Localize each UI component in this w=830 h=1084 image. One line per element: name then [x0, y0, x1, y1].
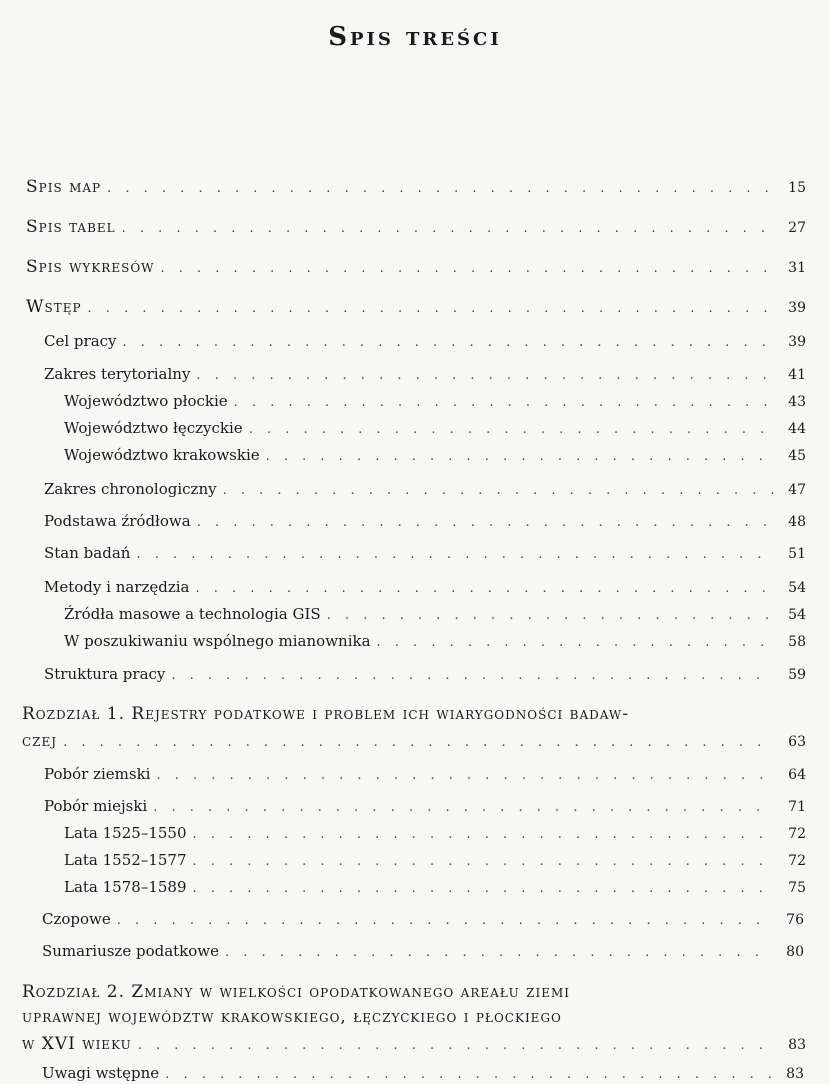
toc-entry-zrodla-masowe[interactable]: [64, 605, 806, 625]
toc-entry-label: Czopowe: [42, 910, 111, 928]
toc-leader-dots: [171, 667, 774, 685]
toc-entry-lata-1525-1550[interactable]: [64, 824, 806, 844]
toc-entry-sumariusze-podatkowe[interactable]: [42, 942, 804, 962]
toc-page-number: 15: [788, 180, 806, 196]
toc-leader-dots: [153, 799, 774, 817]
toc-entry-label: Lata 1578–1589: [64, 878, 187, 896]
toc-leader-dots: [193, 880, 775, 898]
toc-page-number: 43: [788, 394, 806, 410]
toc-page-number: 71: [788, 799, 806, 815]
toc-entry-wstep[interactable]: [26, 298, 806, 318]
toc-entry-label: Pobór miejski: [44, 797, 148, 815]
toc-entry-label: Spis tabel: [26, 217, 116, 237]
toc-chapter-2-heading-line-1[interactable]: Rozdział 2. Zmiany w wielkości opodatkowanego areału ziemi: [22, 982, 570, 1002]
toc-page-number: 39: [788, 300, 806, 316]
toc-entry-wojewodztwo-leczyckie[interactable]: [64, 419, 806, 439]
toc-leader-dots: [266, 448, 774, 466]
toc-leader-dots: [165, 1066, 772, 1084]
toc-entry-label: Sumariusze podatkowe: [42, 942, 220, 960]
toc-page-number: 83: [788, 1037, 806, 1053]
toc-page-number: 72: [788, 853, 806, 869]
toc-leader-dots: [249, 421, 774, 439]
toc-chapter-1-heading[interactable]: Rozdział 1. Rejestry podatkowe i problem ich wiarygodności badaw-: [22, 704, 630, 724]
toc-entry-cel-pracy[interactable]: [44, 332, 806, 352]
toc-entry-label: Województwo łęczyckie: [64, 419, 243, 437]
toc-leader-dots: [193, 826, 775, 844]
toc-leader-dots: [223, 482, 774, 500]
toc-page-number: 72: [788, 826, 806, 842]
toc-entry-label: Województwo krakowskie: [64, 446, 260, 464]
toc-page-number: 27: [788, 220, 806, 236]
toc-entry-pobor-ziemski[interactable]: [44, 765, 806, 785]
toc-leader-dots: [156, 767, 774, 785]
toc-leader-dots: [234, 394, 774, 412]
toc-entry-label: Metody i narzędzia: [44, 578, 190, 596]
toc-entry-struktura-pracy[interactable]: [44, 665, 806, 685]
toc-entry-label: czej: [22, 731, 58, 751]
toc-leader-dots: [122, 220, 774, 238]
toc-leader-dots: [161, 260, 775, 278]
toc-entry-label: Województwo płockie: [64, 392, 228, 410]
toc-entry-spis-map[interactable]: [26, 178, 806, 198]
toc-entry-label: Stan badań: [44, 544, 131, 562]
toc-leader-dots: [225, 944, 772, 962]
toc-entry-label: Lata 1552–1577: [64, 851, 187, 869]
toc-entry-w-poszukiwaniu[interactable]: [64, 632, 806, 652]
toc-entry-uwagi-wstepne[interactable]: [42, 1064, 804, 1084]
toc-page-number: 64: [788, 767, 806, 783]
toc-entry-chapter-1[interactable]: [22, 732, 806, 752]
toc-leader-dots: [107, 180, 774, 198]
toc-entry-label: Struktura pracy: [44, 665, 166, 683]
toc-page-number: 54: [788, 607, 806, 623]
toc-page-number: 54: [788, 580, 806, 596]
toc-page-number: 83: [786, 1066, 804, 1082]
toc-entry-label: W poszukiwaniu wspólnego mianownika: [64, 632, 371, 650]
toc-page-number: 44: [788, 421, 806, 437]
toc-entry-label: Wstęp: [26, 297, 82, 317]
toc-page-number: 41: [788, 367, 806, 383]
toc-page-number: 63: [788, 734, 806, 750]
toc-entry-podstawa-zrodlowa[interactable]: [44, 512, 806, 532]
toc-entry-pobor-miejski[interactable]: [44, 797, 806, 817]
toc-entry-stan-badan[interactable]: [44, 544, 806, 564]
toc-leader-dots: [327, 607, 774, 625]
toc-page-number: 48: [788, 514, 806, 530]
toc-page-number: 58: [788, 634, 806, 650]
toc-entry-metody-i-narzedzia[interactable]: [44, 578, 806, 598]
toc-leader-dots: [196, 367, 774, 385]
toc-leader-dots: [193, 853, 775, 871]
toc-leader-dots: [63, 734, 774, 752]
toc-entry-label: Spis wykresów: [26, 257, 155, 277]
toc-entry-zakres-chronologiczny[interactable]: [44, 480, 806, 500]
toc-leader-dots: [136, 546, 774, 564]
toc-page-number: 47: [788, 482, 806, 498]
toc-entry-spis-tabel[interactable]: [26, 218, 806, 238]
page-title: Spis treści: [328, 22, 502, 52]
toc-entry-label: Podstawa źródłowa: [44, 512, 191, 530]
toc-entry-label: Cel pracy: [44, 332, 117, 350]
toc-entry-label: Zakres terytorialny: [44, 365, 191, 383]
toc-leader-dots: [197, 514, 774, 532]
toc-page-number: 80: [786, 944, 804, 960]
toc-entry-zakres-terytorialny[interactable]: [44, 365, 806, 385]
toc-leader-dots: [138, 1037, 774, 1055]
toc-entry-label: Pobór ziemski: [44, 765, 151, 783]
toc-page-number: 76: [786, 912, 804, 928]
toc-leader-dots: [123, 334, 774, 352]
toc-entry-label: Spis map: [26, 177, 102, 197]
toc-leader-dots: [377, 634, 774, 652]
toc-entry-czopowe[interactable]: [42, 910, 804, 930]
toc-page-number: 75: [788, 880, 806, 896]
toc-entry-lata-1578-1589[interactable]: [64, 878, 806, 898]
toc-leader-dots: [88, 300, 774, 318]
toc-entry-label: Uwagi wstępne: [42, 1064, 160, 1082]
toc-chapter-2-heading-line-2[interactable]: uprawnej województw krakowskiego, łęczyckiego i płockiego: [22, 1007, 562, 1027]
toc-page-number: 45: [788, 448, 806, 464]
toc-page-number: 39: [788, 334, 806, 350]
toc-page-number: 59: [788, 667, 806, 683]
toc-entry-label: Źródła masowe a technologia GIS: [64, 605, 321, 623]
toc-entry-label: Zakres chronologiczny: [44, 480, 217, 498]
toc-leader-dots: [196, 580, 774, 598]
toc-page-number: 31: [788, 260, 806, 276]
toc-entry-chapter-2[interactable]: [22, 1035, 806, 1055]
toc-entry-label: w XVI wieku: [22, 1034, 132, 1054]
toc-entry-wojewodztwo-plockie[interactable]: [64, 392, 806, 412]
toc-page-number: 51: [788, 546, 806, 562]
toc-entry-lata-1552-1577[interactable]: [64, 851, 806, 871]
toc-entry-label: Lata 1525–1550: [64, 824, 187, 842]
toc-entry-wojewodztwo-krakowskie[interactable]: [64, 446, 806, 466]
toc-entry-spis-wykresow[interactable]: [26, 258, 806, 278]
toc-leader-dots: [117, 912, 772, 930]
